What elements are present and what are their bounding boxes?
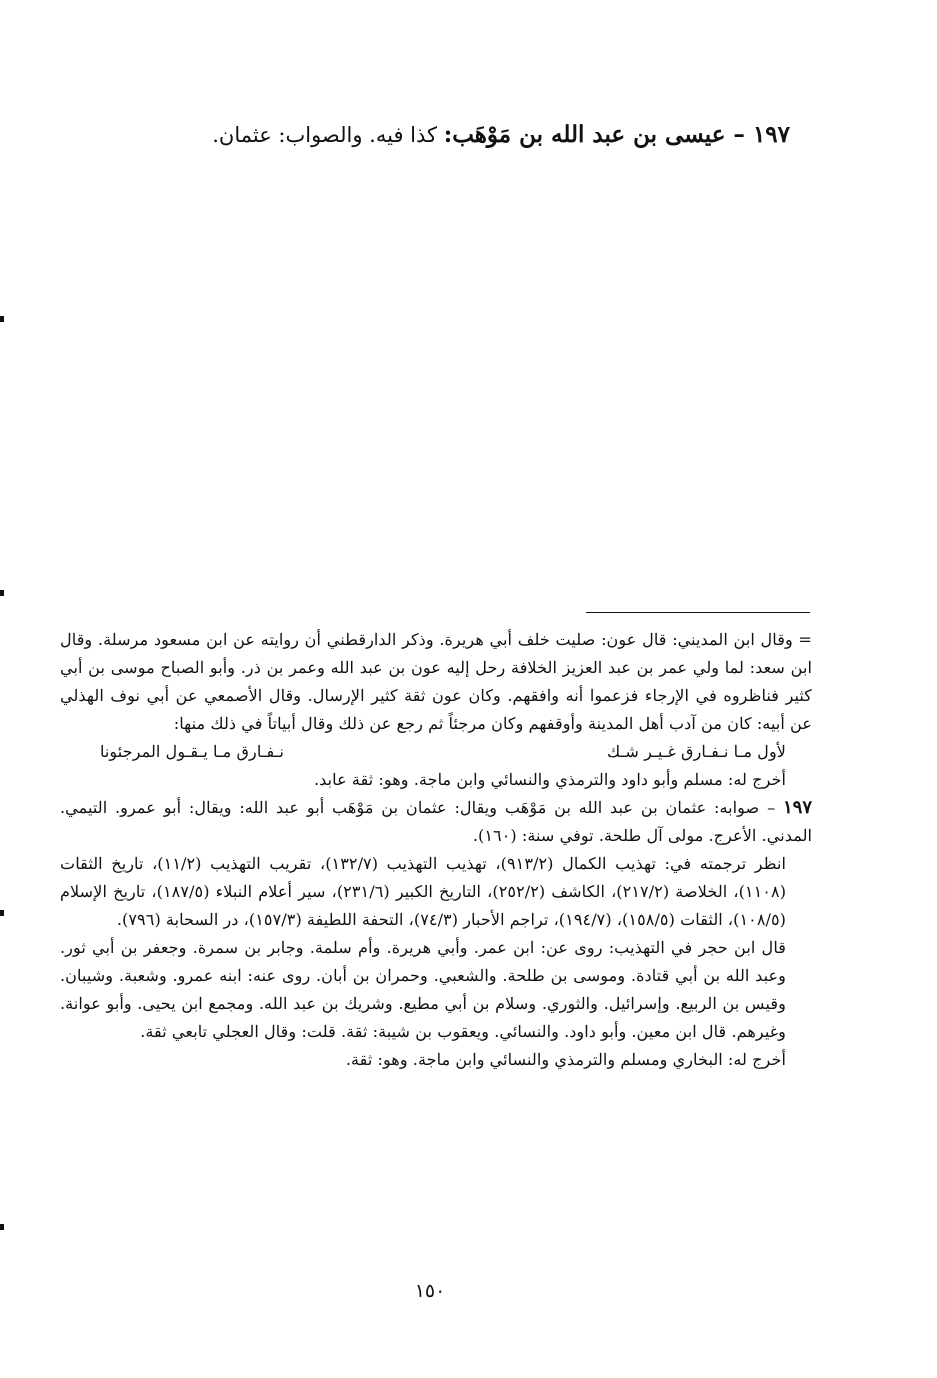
entry-comment: كذا فيه. والصواب: عثمان. [212,123,438,147]
page-number: ١٥٠ [414,1280,446,1302]
margin-mark [0,590,4,596]
footnote-entry-text: – صوابه: عثمان بن عبد الله بن مَوْهَب ويقال: عثمان بن مَوْهَب أبو عبد الله: ويقال: أبو عمرو. التيمي. المدني. الأعرج. مولى آل طلحة. توفي سنة: (١٦٠). [60,798,812,845]
footnote-paragraph-ibn-hajar: قال ابن حجر في التهذيب: روى عن: ابن عمر. وأبي هريرة. وأم سلمة. وجابر بن سمرة. وجعفر بن أبي ثور. وعبد الله بن أبي قتادة. وموسى بن طلحة. والشعبي. وحمران بن أبان. روى عنه: ابنه عمرو. وشعبة. وشيبان. وقيس بن الربيع. وإسرائيل. والثوري. وسلام بن أبي مطيع. وشريك بن عبد الله. ومجمع ابن يحيى. وأبو عوانة. وغيرهم. قال ابن معين. وأبو داود. والنسائي. ويعقوب بن شيبة: ثقة. قلت: وقال العجلي تابعي ثقة. [60,938,786,1041]
footnote-paragraph-2: أخرج له: مسلم وأبو داود والترمذي والنسائي وابن ماجة. وهو: ثقة عابد. [314,770,786,789]
footnote-paragraph-references: انظر ترجمته في: تهذيب الكمال (٩١٣/٢)، تهذيب التهذيب (١٣٢/٧)، تقريب التهذيب (١١/٢)، تاريخ الثقات (١١٠٨)، الخلاصة (٢١٧/٢)، الكاشف (٢٥٢/٢)، التاريخ الكبير (٢٣١/٦)، سير أعلام النبلاء (١٨٧/٥)، تاريخ الإسلام (١٠٨/٥)، الثقات (١٥٨/٥)، (١٩٤/٧)، تراجم الأحبار (٧٤/٣)، التحفة اللطيفة (١٥٧/٣)، در السحابة (٧٩٦). [60,854,787,929]
margin-mark [0,316,4,322]
entry-heading: ١٩٧ – عيسى بن عبد الله بن مَوْهَب: [443,121,790,148]
footnote-separator [586,612,810,613]
footnote-entry-197 [60,794,812,850]
footnote-paragraph-1: = وقال ابن المديني: قال عون: صليت خلف أبي هريرة. وذكر الدارقطني أن روايته عن ابن مسعود مرسلة. وقال ابن سعد: لما ولي عمر بن عبد العزيز الخلافة رحل إليه عون بن عبد الله وعمر بن ذر. وأبو الصباح موسى بن أبي كثير فناظروه في الإرجاء فزعموا أنه وافقهم. وكان عون ثقة كثير الإرسال. وقال الأصمعي عن أبي نوف الهذلي عن أبيه: كان من آدب أهل المدينة وأوقفهم وكان مرجئاً ثم رجع عن ذلك وقال أبياتاً في ذلك منها: [60,630,812,733]
verse-first-hemistich: لأول مـا نـفـارق غـيـر شـك [607,742,786,761]
footnote-paragraph-takhrij: أخرج له: البخاري ومسلم والترمذي والنسائي وابن ماجة. وهو: ثقة. [345,1050,786,1069]
verse-second-hemistich: نـفـارق مـا يـقـول المرجئونا [100,742,284,761]
main-entry [150,118,790,152]
footnotes [60,626,812,1074]
margin-mark [0,910,4,916]
margin-mark [0,1224,4,1230]
footnote-entry-number: ١٩٧ [782,797,812,818]
poetry-verse [60,738,812,766]
